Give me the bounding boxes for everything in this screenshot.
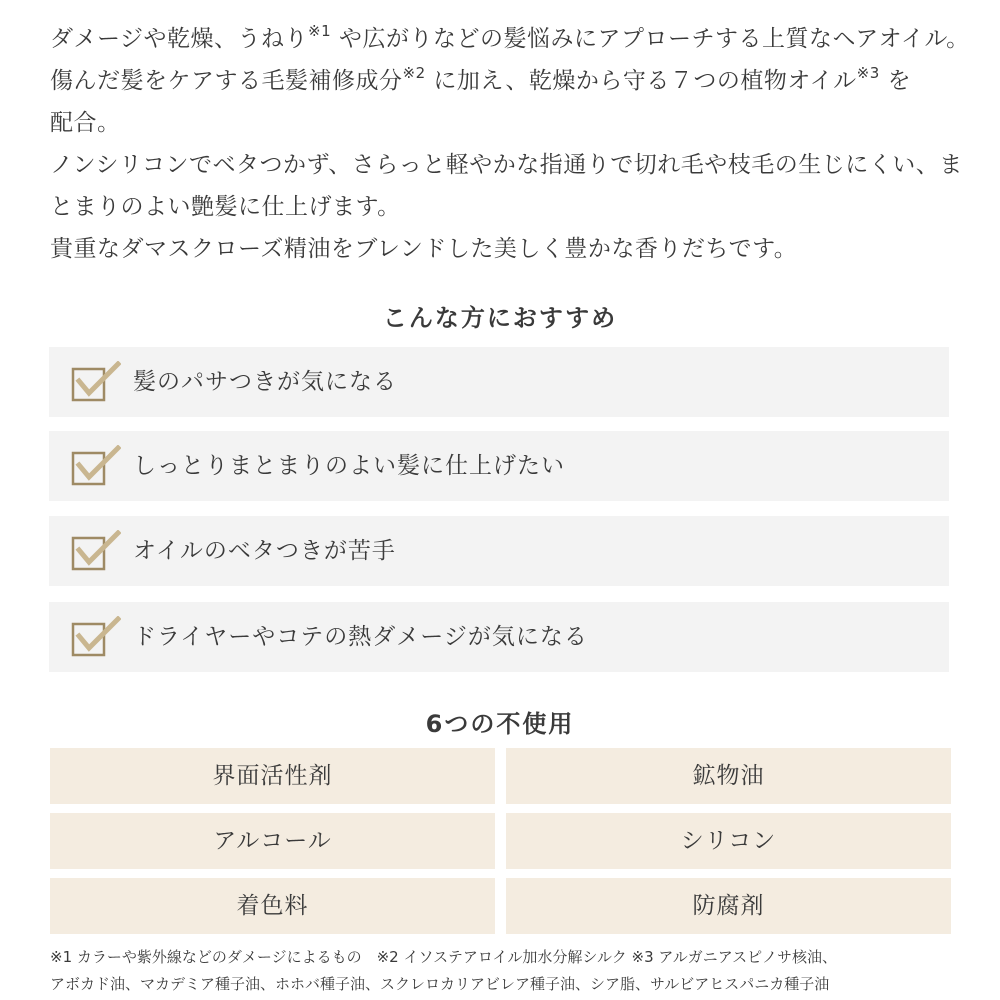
footnote-mark-2: ※2 <box>402 64 426 82</box>
intro-line-5: とまりのよい艶髪に仕上げます。 <box>50 194 401 220</box>
free-from-item: 着色料 <box>50 878 495 934</box>
free-from-title: 6つの不使用 <box>425 710 575 738</box>
recommend-item <box>49 516 949 586</box>
recommend-item <box>49 431 949 501</box>
checkbox-checked-icon <box>71 616 121 658</box>
intro-line-3: 配合。 <box>50 110 121 136</box>
intro-line-1: ダメージや乾燥、うねり$^{※1}$ や広がりなどの髪悩みにアプローチする上質なヘアオイル。 <box>50 22 970 52</box>
checkbox-checked-icon <box>71 361 121 403</box>
intro-text <box>50 18 970 270</box>
recommend-item-label: しっとりまとまりのよい髪に仕上げたい <box>133 453 565 479</box>
free-from-item: 界面活性剤 <box>50 748 495 804</box>
footnote-mark-3: ※3 <box>856 64 880 82</box>
free-from-item: 防腐剤 <box>506 878 951 934</box>
footnotes <box>50 944 970 998</box>
free-from-item: 鉱物油 <box>506 748 951 804</box>
recommend-item-label: 髪のパサつきが気になる <box>133 369 397 395</box>
recommend-title: こんな方におすすめ <box>382 304 618 332</box>
recommend-item-label: オイルのベタつきが苦手 <box>133 538 396 564</box>
footnote-line-2: アボカド油、マカデミア種子油、ホホバ種子油、スクレロカリアビレア種子油、シア脂、サルビアヒスパニカ種子油 <box>50 975 830 993</box>
footnote-mark-1: ※1 <box>308 22 332 40</box>
recommend-item <box>49 602 949 672</box>
intro-line-2: 傷んだ髪をケアする毛髪補修成分$^{※2}$ に加え、乾燥から守る７つの植物オイル$^{※3}$ を <box>50 64 912 94</box>
footnote-line-1: ※1 カラーや紫外線などのダメージによるもの ※2 イソステアロイル加水分解シルク ※3 アルガニアスピノサ核油、 <box>50 948 838 966</box>
free-from-item: シリコン <box>506 813 951 869</box>
free-from-item: アルコール <box>50 813 495 869</box>
recommend-item-label: ドライヤーやコテの熱ダメージが気になる <box>133 624 588 650</box>
intro-line-4: ノンシリコンでベタつかず、さらっと軽やかな指通りで切れ毛や枝毛の生じにくい、ま <box>50 152 963 178</box>
recommend-item <box>49 347 949 417</box>
checkbox-checked-icon <box>71 445 121 487</box>
intro-line-6: 貴重なダマスクローズ精油をブレンドした美しく豊かな香りだちです。 <box>50 236 798 262</box>
checkbox-checked-icon <box>71 530 121 572</box>
